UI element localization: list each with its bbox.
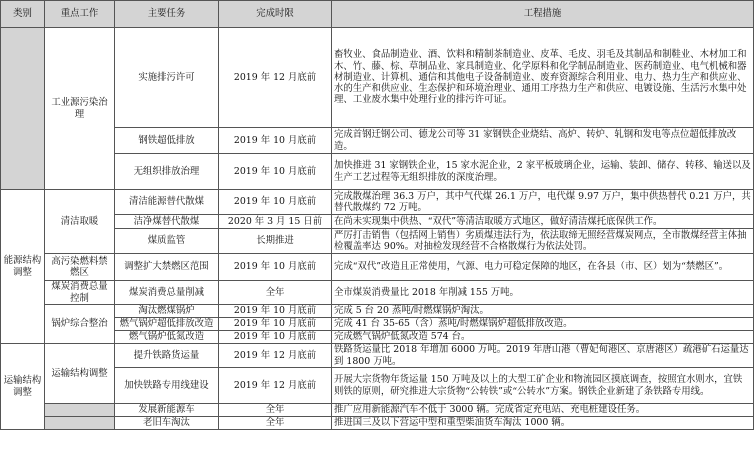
header-measures: 工程措施 — [332, 1, 754, 28]
task-cell: 钢铁超低排放 — [115, 128, 219, 154]
key-work-clean-heating: 清洁取暖 — [45, 190, 115, 254]
measure-cell: 完成 41 台 35-65（含）蒸吨/时燃煤锅炉超低排放改造。 — [332, 318, 754, 331]
table-row — [1, 28, 754, 128]
task-cell: 无组织排放治理 — [115, 154, 219, 190]
key-work-industry: 工业源污染治理 — [45, 28, 115, 190]
key-work-boiler: 锅炉综合整治 — [45, 305, 115, 344]
task-cell: 洁净煤替代散煤 — [115, 215, 219, 229]
table-row — [1, 344, 754, 368]
task-cell: 实施排污许可 — [115, 28, 219, 128]
measure-cell: 完成“双代”改造且正常使用，气源、电力可稳定保障的地区，在各县（市、区）划为“禁燃区”。 — [332, 254, 754, 281]
measure-cell: 在尚未实现集中供热、“双代”等清洁取暖方式地区，做好清洁煤托底保供工作。 — [332, 215, 754, 229]
task-cell: 煤炭消费总量削减 — [115, 281, 219, 305]
table-row — [1, 190, 754, 215]
measure-cell: 推广应用新能源汽车不低于 3000 辆。完成省定充电站、充电桩建设任务。 — [332, 404, 754, 417]
deadline-cell: 2019 年 10 月底前 — [219, 331, 332, 344]
key-work-blank — [45, 404, 115, 417]
measure-cell: 完成 5 台 20 蒸吨/时燃煤锅炉淘汰。 — [332, 305, 754, 318]
task-cell: 清洁能源替代散煤 — [115, 190, 219, 215]
header-category: 类别 — [1, 1, 45, 28]
measure-cell: 开展大宗货物年货运量 150 万吨及以上的大型工矿企业和物流园区摸底调查，按照宜水则水，宜铁则铁的原则，研究推进大宗货物“公转铁”或“公转水”方案。钢铁企业新建了条铁路专用线。 — [332, 368, 754, 404]
header-row — [1, 1, 754, 28]
task-cell: 燃气锅炉超低排放改造 — [115, 318, 219, 331]
measure-cell: 严厉打击销售（包括网上销售）劣质煤违法行为，依法取缔无照经营煤炭网点，全市散煤经营主体抽检覆盖率达 90%。对抽检发现经营不合格散煤行为依法处罚。 — [332, 229, 754, 254]
category-transport: 运输结构调整 — [1, 344, 45, 430]
measure-cell: 完成首钢迁钢公司、德龙公司等 31 家钢铁企业烧结、高炉、转炉、轧钢和发电等点位超低排放改造。 — [332, 128, 754, 154]
task-cell: 淘汰燃煤锅炉 — [115, 305, 219, 318]
category-energy: 能源结构调整 — [1, 190, 45, 344]
table-row — [1, 254, 754, 281]
deadline-cell: 2019 年 10 月底前 — [219, 318, 332, 331]
key-work-coal-total: 煤炭消费总量控制 — [45, 281, 115, 305]
key-work-blank — [45, 417, 115, 430]
table-row — [1, 404, 754, 417]
header-main-task: 主要任务 — [115, 1, 219, 28]
header-deadline: 完成时限 — [219, 1, 332, 28]
header-key-work: 重点工作 — [45, 1, 115, 28]
deadline-cell: 2019 年 10 月底前 — [219, 154, 332, 190]
table-row — [1, 305, 754, 318]
table-row — [1, 417, 754, 430]
deadline-cell: 长期推进 — [219, 229, 332, 254]
measure-cell: 加快推进 31 家钢铁企业，15 家水泥企业，2 家平板玻璃企业，运输、装卸、储存、转移、输送以及生产工艺过程等无组织排放的深度治理。 — [332, 154, 754, 190]
task-cell: 燃气锅炉低氮改造 — [115, 331, 219, 344]
deadline-cell: 全年 — [219, 417, 332, 430]
deadline-cell: 全年 — [219, 281, 332, 305]
task-cell: 老旧车淘汰 — [115, 417, 219, 430]
measure-cell: 铁路货运量比 2018 年增加 6000 万吨。2019 年唐山港（曹妃甸港区、京唐港区）疏港矿石运量达到 1800 万吨。 — [332, 344, 754, 368]
deadline-cell: 2019 年 10 月底前 — [219, 254, 332, 281]
task-cell: 发展新能源车 — [115, 404, 219, 417]
measure-cell: 完成散煤治理 36.3 万户，其中气代煤 26.1 万户，电代煤 9.97 万户，集中供热替代 0.21 万户，共替代散煤约 72 万吨。 — [332, 190, 754, 215]
task-cell: 煤质监管 — [115, 229, 219, 254]
table-row — [1, 281, 754, 305]
key-work-high-pollution-fuel: 高污染燃料禁燃区 — [45, 254, 115, 281]
task-cell: 加快铁路专用线建设 — [115, 368, 219, 404]
deadline-cell: 2020 年 3 月 15 日前 — [219, 215, 332, 229]
deadline-cell: 2019 年 12 月底前 — [219, 28, 332, 128]
measure-cell: 畜牧业、食品制造业、酒、饮料和精制茶制造业、皮革、毛皮、羽毛及其制品和制鞋业、木材加工和木、竹、藤、棕、草制品业、家具制造业、化学原料和化学制品制造业、医药制造业、电气机械和器材制造业、计算机、通信和其他电子设备制造业、废弃资源综合利用业、电力、热力生产和供应业、水的生产和供应业、生态保护和环境治理业、通用工序热力生产和供应、电镀设施、生活污水集中处理、工业废水集中处理行业的排污许可证。 — [332, 28, 754, 128]
category-blank — [1, 28, 45, 190]
deadline-cell: 2019 年 10 月底前 — [219, 190, 332, 215]
deadline-cell: 2019 年 10 月底前 — [219, 305, 332, 318]
deadline-cell: 2019 年 12 月底前 — [219, 368, 332, 404]
measure-cell: 全市煤炭消费量比 2018 年削减 155 万吨。 — [332, 281, 754, 305]
task-cell: 调整扩大禁燃区范围 — [115, 254, 219, 281]
measure-cell: 推进国三及以下营运中型和重型柴油货车淘汰 1000 辆。 — [332, 417, 754, 430]
deadline-cell: 2019 年 12 月底前 — [219, 344, 332, 368]
task-cell: 提升铁路货运量 — [115, 344, 219, 368]
deadline-cell: 2019 年 10 月底前 — [219, 128, 332, 154]
measure-cell: 完成燃气锅炉低氮改造 574 台。 — [332, 331, 754, 344]
key-work-transport: 运输结构调整 — [45, 344, 115, 404]
deadline-cell: 全年 — [219, 404, 332, 417]
